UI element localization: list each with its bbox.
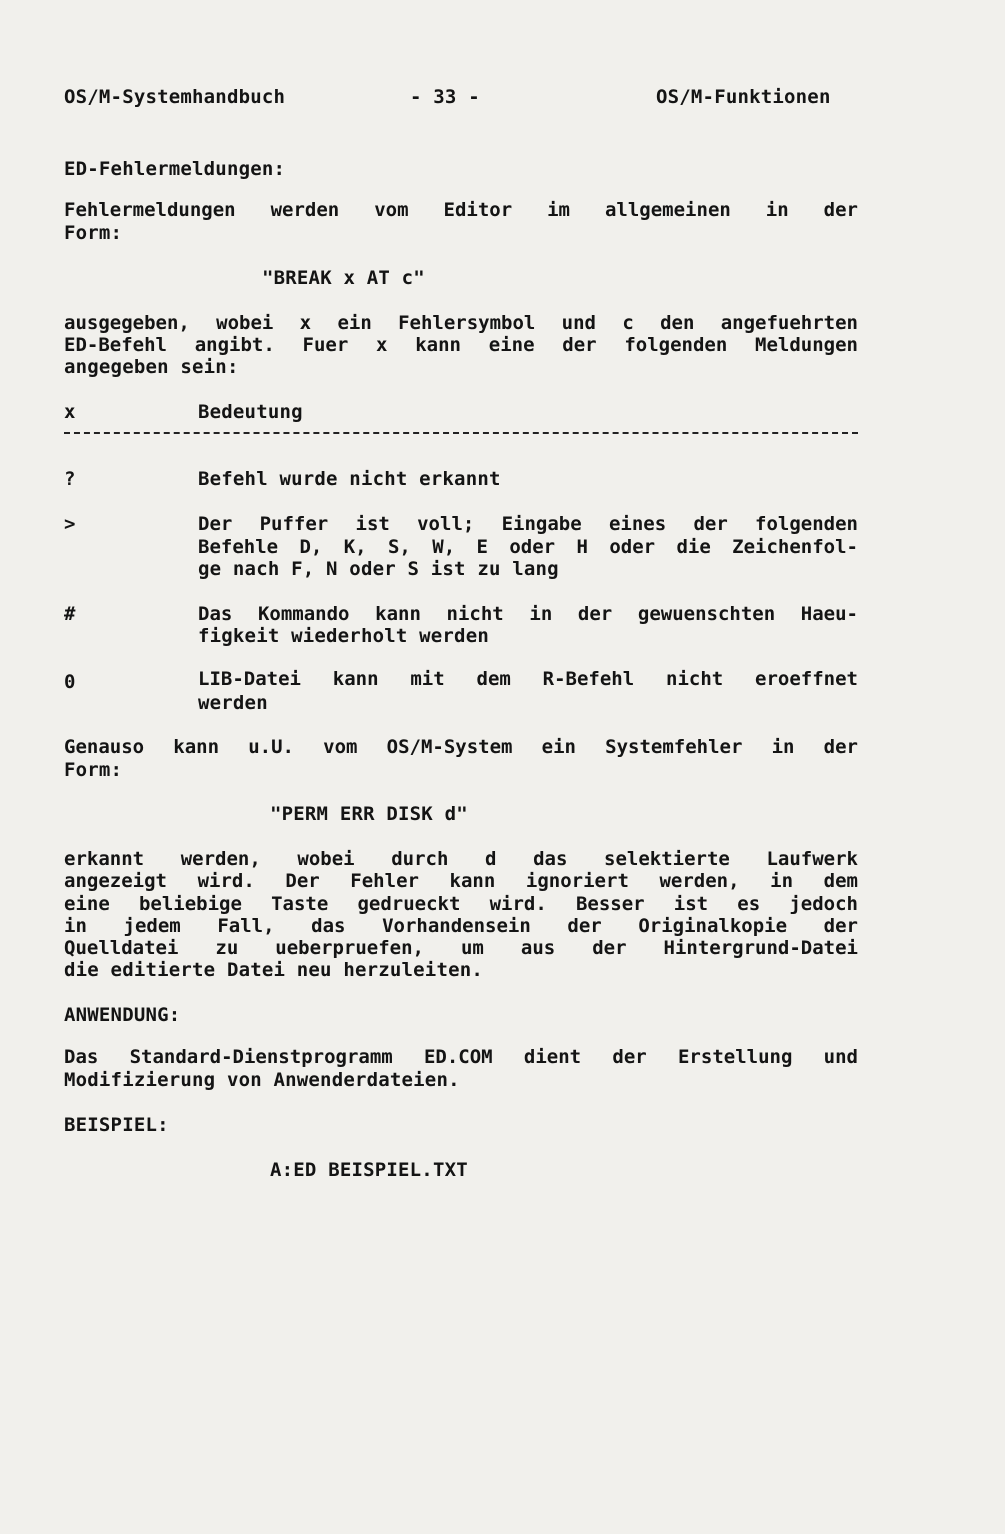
intro-after-3: angegeben sein: xyxy=(64,356,239,378)
header-left: OS/M-Systemhandbuch xyxy=(64,86,286,108)
section-title: ED-Fehlermeldungen: xyxy=(64,158,286,180)
table-row-symbol: # xyxy=(64,603,76,625)
intro-after-1: ausgegeben, wobei x ein Fehlersymbol und c den angefuehrten xyxy=(64,312,858,334)
syserr-para-2: angezeigt wird. Der Fehler kann ignoriert werden, in dem xyxy=(64,870,858,892)
table-row-text: Das Kommando kann nicht in der gewuenschten Haeu- xyxy=(198,603,858,625)
syserr-para-3: eine beliebige Taste gedrueckt wird. Besser ist es jedoch xyxy=(64,893,858,915)
beispiel-command: A:ED BEISPIEL.TXT xyxy=(270,1159,468,1181)
table-row-text: werden xyxy=(198,692,268,714)
syserr-para-1: erkannt werden, wobei durch d das selektierte Laufwerk xyxy=(64,848,858,870)
table-row-symbol: > xyxy=(64,513,76,535)
syserr-para-5: Quelldatei zu ueberpruefen, um aus der Hintergrund-Datei xyxy=(64,937,858,959)
table-row-symbol: ? xyxy=(64,468,76,490)
anwendung-line-1: Das Standard-Dienstprogramm ED.COM dient der Erstellung und xyxy=(64,1046,858,1068)
syserr-line-1: Genauso kann u.U. vom OS/M-System ein Systemfehler in der xyxy=(64,736,858,758)
break-message-code: "BREAK x AT c" xyxy=(262,267,425,289)
syserr-para-6: die editierte Datei neu herzuleiten. xyxy=(64,959,484,981)
table-row-text: LIB-Datei kann mit dem R-Befehl nicht eroeffnet xyxy=(198,668,858,690)
intro-after-2: ED-Befehl angibt. Fuer x kann eine der folgenden Meldungen xyxy=(64,334,858,356)
anwendung-line-2: Modifizierung von Anwenderdateien. xyxy=(64,1069,460,1091)
table-row-text: Der Puffer ist voll; Eingabe eines der folgenden xyxy=(198,513,858,535)
table-row-text: Befehle D, K, S, W, E oder H oder die Zeichenfol- xyxy=(198,536,858,558)
table-header-symbol: x xyxy=(64,401,76,423)
table-row-text: ge nach F, N oder S ist zu lang xyxy=(198,558,559,580)
table-row-symbol: 0 xyxy=(64,671,76,693)
table-row-text: Befehl wurde nicht erkannt xyxy=(198,468,501,490)
table-row-text: figkeit wiederholt werden xyxy=(198,625,489,647)
table-header-rule xyxy=(64,432,858,434)
header-right: OS/M-Funktionen xyxy=(656,86,831,108)
syserr-para-4: in jedem Fall, das Vorhandensein der Originalkopie der xyxy=(64,915,858,937)
table-header-meaning: Bedeutung xyxy=(198,401,303,423)
anwendung-heading: ANWENDUNG: xyxy=(64,1004,181,1026)
perm-err-code: "PERM ERR DISK d" xyxy=(270,803,468,825)
intro-line-2: Form: xyxy=(64,222,123,244)
header-page-number: - 33 - xyxy=(410,86,480,108)
beispiel-heading: BEISPIEL: xyxy=(64,1114,169,1136)
syserr-line-2: Form: xyxy=(64,759,123,781)
intro-line-1: Fehlermeldungen werden vom Editor im allgemeinen in der xyxy=(64,199,858,221)
